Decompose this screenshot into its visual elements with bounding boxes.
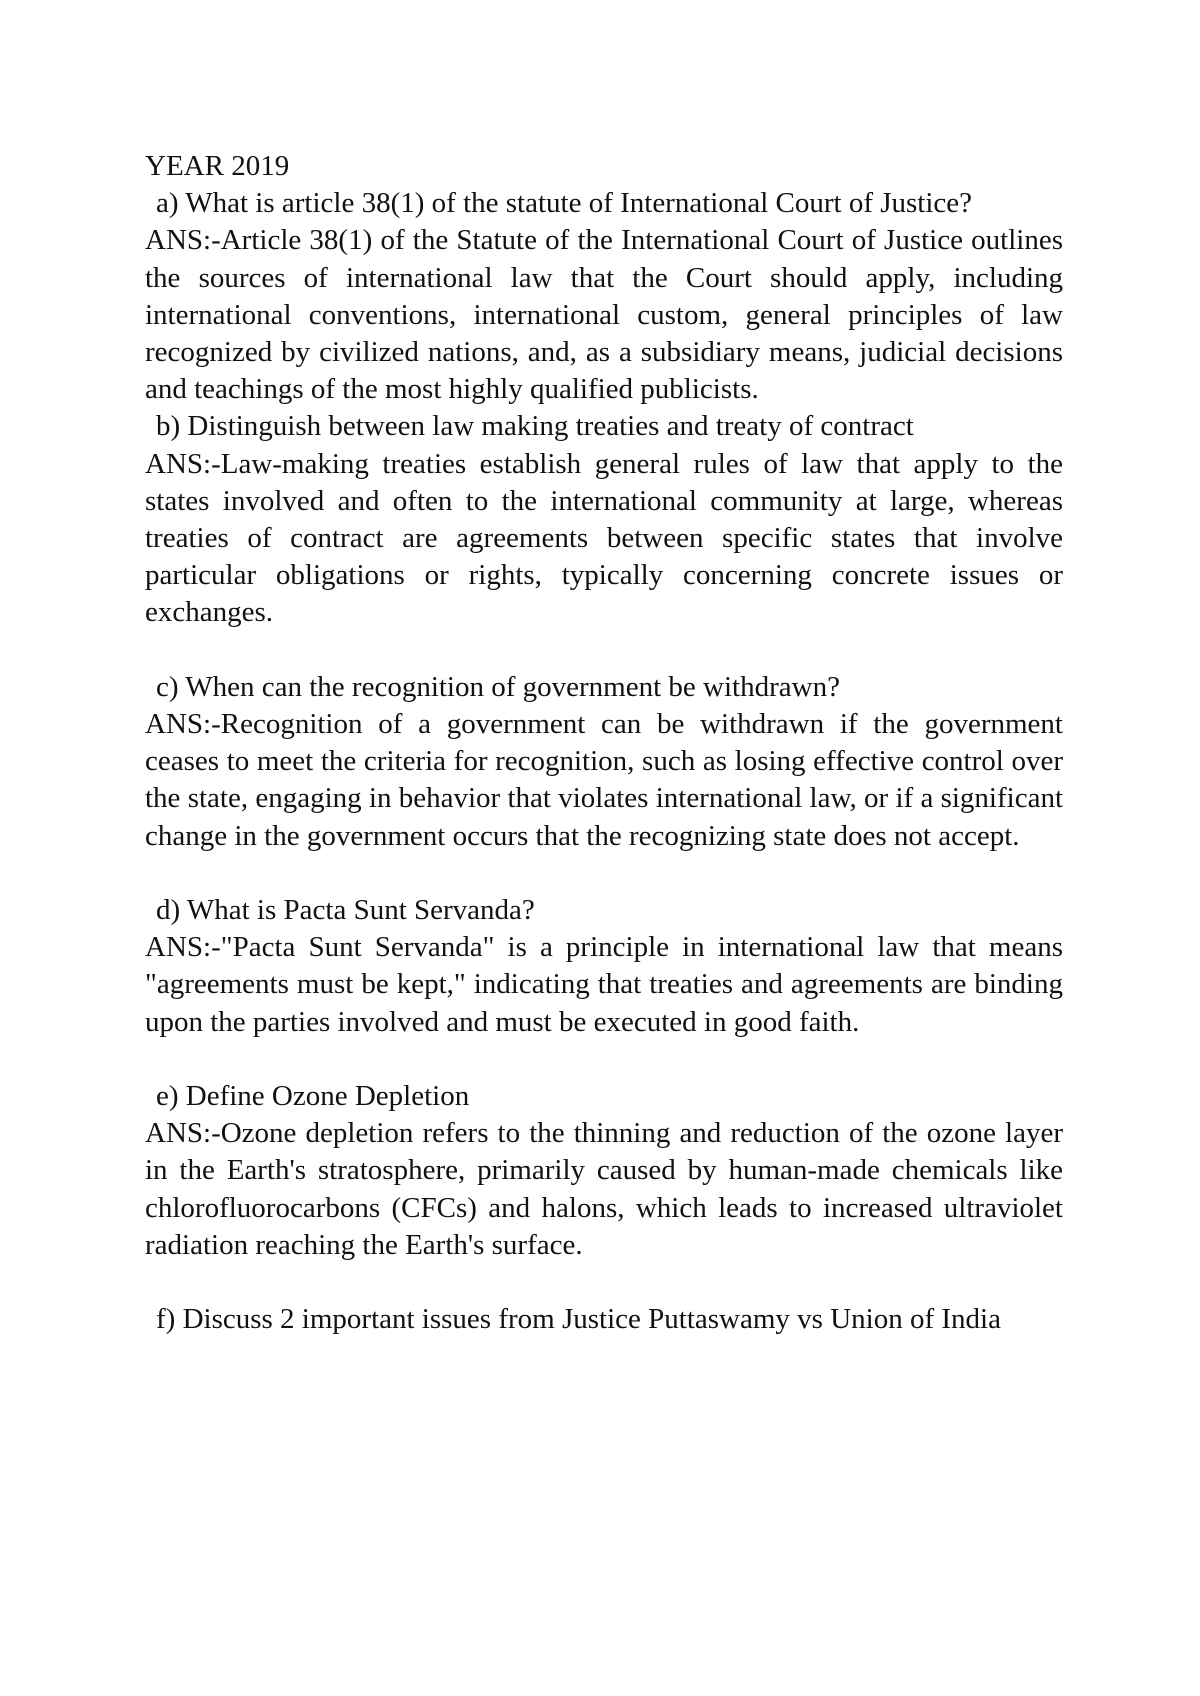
answer-d: ANS:-"Pacta Sunt Servanda" is a principle in international law that means "agreements must be kept," indicating that treaties and agreements are binding upon the parties involved and must be executed in good faith. xyxy=(145,931,1063,1038)
answer-c: ANS:-Recognition of a government can be withdrawn if the government ceases to meet the criteria for recognition, such as losing effective control over the state, engaging in behavior that violates international law, or if a significant change in the government occurs that the recognizing state does not accept. xyxy=(145,708,1063,852)
answer-a: ANS:-Article 38(1) of the Statute of the International Court of Justice outlines the sources of international law that the Court should apply, including international conventions, international custom, general principles of law recognized by civilized nations, and, as a subsidiary means, judicial decisions and teachings of the most highly qualified publicists. xyxy=(145,224,1063,406)
paragraph-gap xyxy=(145,855,1063,892)
question-c: c) When can the recognition of government be withdrawn? xyxy=(156,670,840,703)
paragraph-gap xyxy=(145,1264,1063,1301)
paragraph-gap xyxy=(145,1041,1063,1078)
paragraph-gap xyxy=(145,632,1063,669)
question-f: f) Discuss 2 important issues from Justice Puttaswamy vs Union of India xyxy=(156,1303,1001,1336)
question-d: d) What is Pacta Sunt Servanda? xyxy=(156,894,535,927)
document-page xyxy=(145,148,1063,1338)
year-heading: YEAR 2019 xyxy=(145,150,290,182)
question-a: a) What is article 38(1) of the statute of International Court of Justice? xyxy=(156,187,973,220)
answer-e: ANS:-Ozone depletion refers to the thinning and reduction of the ozone layer in the Earth's stratosphere, primarily caused by human-made chemicals like chlorofluorocarbons (CFCs) and halons, which leads to increased ultraviolet radiation reaching the Earth's surface. xyxy=(145,1117,1063,1261)
question-e: e) Define Ozone Depletion xyxy=(156,1080,470,1113)
answer-b: ANS:-Law-making treaties establish general rules of law that apply to the states involved and often to the international community at large, whereas treaties of contract are agreements between specific states that involve particular obligations or rights, typically concerning concrete issues or exchanges. xyxy=(145,447,1063,629)
question-b: b) Distinguish between law making treaties and treaty of contract xyxy=(156,410,914,443)
